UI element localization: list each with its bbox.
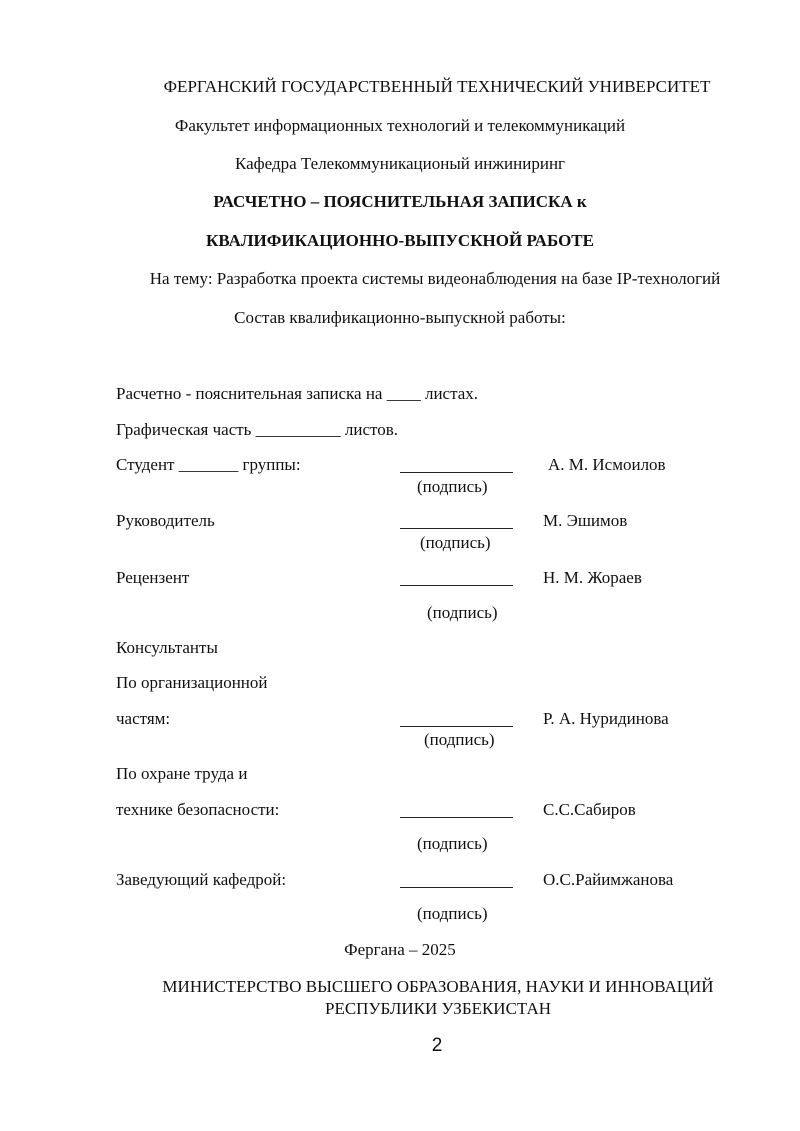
- faculty-name: Факультет информационных технологий и телекоммуникаций: [174, 116, 626, 135]
- safety-consultant-label-line2: технике безопасности:: [116, 800, 280, 819]
- safety-consultant-signature-hint: (подпись): [417, 834, 488, 853]
- student-name: А. М. Исмоилов: [548, 455, 666, 474]
- page-number: 2: [431, 1035, 443, 1056]
- ministry-line2: РЕСПУБЛИКИ УЗБЕКИСТАН: [324, 999, 552, 1018]
- org-consultant-signature-line: [400, 726, 513, 727]
- note-sheets-line: Расчетно - пояснительная записка на ____ листах.: [116, 384, 479, 403]
- document-title-line2: КВАЛИФИКАЦИОННО-ВЫПУСКНОЙ РАБОТЕ: [206, 231, 594, 250]
- student-signature-line: [400, 472, 513, 473]
- org-consultant-signature-hint: (подпись): [424, 730, 495, 749]
- consultants-heading: Консультанты: [116, 638, 218, 657]
- head-of-department-signature-line: [400, 887, 513, 888]
- head-of-department-signature-hint: (подпись): [417, 904, 488, 923]
- org-consultant-name: Р. А. Нуридинова: [543, 709, 669, 728]
- reviewer-signature-hint: (подпись): [427, 603, 498, 622]
- safety-consultant-label-line1: По охране труда и: [116, 764, 248, 783]
- supervisor-signature-hint: (подпись): [420, 533, 491, 552]
- supervisor-signature-line: [400, 528, 513, 529]
- student-signature-hint: (подпись): [417, 477, 488, 496]
- ministry-line1: МИНИСТЕРСТВО ВЫСШЕГО ОБРАЗОВАНИЯ, НАУКИ И ИННОВАЦИЙ: [162, 977, 714, 996]
- reviewer-signature-line: [400, 585, 513, 586]
- org-consultant-label-line1: По организационной: [116, 673, 268, 692]
- city-year: Фергана – 2025: [344, 940, 456, 959]
- reviewer-label: Рецензент: [116, 568, 190, 587]
- topic: На тему: Разработка проекта системы видеонаблюдения на базе IP-технологий: [149, 269, 721, 288]
- supervisor-label: Руководитель: [116, 511, 215, 530]
- graphic-part-line: Графическая часть __________ листов.: [116, 420, 399, 439]
- head-of-department-name: О.С.Райимжанова: [543, 870, 674, 889]
- composition-heading: Состав квалификационно-выпускной работы:: [234, 308, 566, 327]
- supervisor-name: М. Эшимов: [543, 511, 628, 530]
- reviewer-name: Н. М. Жораев: [543, 568, 642, 587]
- head-of-department-label: Заведующий кафедрой:: [116, 870, 287, 889]
- org-consultant-label-line2: частям:: [116, 709, 171, 728]
- safety-consultant-signature-line: [400, 817, 513, 818]
- department-name: Кафедра Телекоммуникационый инжиниринг: [234, 154, 566, 173]
- document-title-line1: РАСЧЕТНО – ПОЯСНИТЕЛЬНАЯ ЗАПИСКА к: [213, 192, 587, 211]
- safety-consultant-name: С.С.Сабиров: [543, 800, 636, 819]
- student-label: Студент _______ группы:: [116, 455, 301, 474]
- university-name: ФЕРГАНСКИЙ ГОСУДАРСТВЕННЫЙ ТЕХНИЧЕСКИЙ УНИВЕРСИТЕТ: [163, 77, 711, 96]
